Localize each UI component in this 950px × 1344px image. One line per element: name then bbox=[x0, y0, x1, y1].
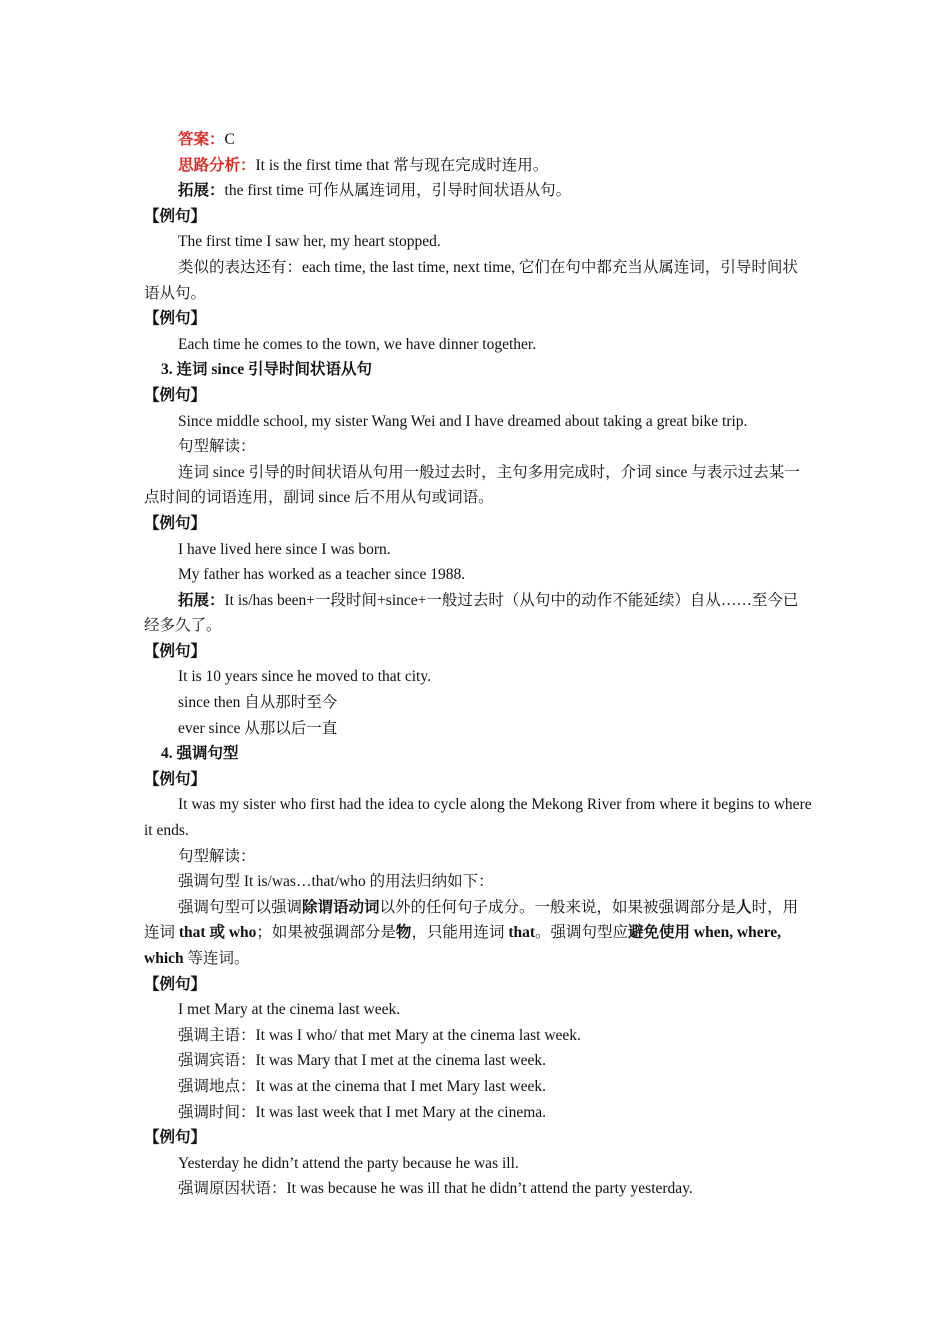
extension-text-1: the first time 可作从属连词用，引导时间状语从句。 bbox=[224, 182, 572, 200]
document-page bbox=[144, 127, 812, 1202]
example-sentence: It was my sister who first had the idea to cycle along the Mekong River from where it begins to where it ends. bbox=[144, 796, 812, 840]
emphasis-rules bbox=[144, 895, 812, 972]
example-sentence: The first time I saw her, my heart stopped. bbox=[178, 233, 441, 251]
example-sentence: Since middle school, my sister Wang Wei and I have dreamed about taking a great bike trip. bbox=[178, 412, 748, 430]
answer-value: C bbox=[224, 131, 235, 148]
rule-text: 。强调句型应 bbox=[535, 924, 629, 942]
extension-label-1: 拓展： bbox=[178, 182, 225, 200]
example-sentence: Each time he comes to the town, we have dinner together. bbox=[178, 335, 537, 353]
example-tag: 【例句】 bbox=[144, 975, 207, 993]
analysis-label: 思路分析： bbox=[178, 156, 256, 174]
example-tag: 【例句】 bbox=[144, 770, 207, 788]
answer-line bbox=[144, 127, 812, 153]
rule-bold: that bbox=[508, 924, 536, 942]
emphasis-object: 强调宾语：It was Mary that I met at the cinema last week. bbox=[178, 1052, 547, 1070]
emphasis-summary: 强调句型 It is/was…that/who 的用法归纳如下： bbox=[178, 873, 494, 891]
pattern-explanation-label: 句型解读： bbox=[178, 847, 256, 865]
emphasis-subject: 强调主语：It was I who/ that met Mary at the cinema last week. bbox=[178, 1026, 581, 1044]
answer-label: 答案： bbox=[178, 131, 225, 148]
example-tag: 【例句】 bbox=[144, 514, 207, 532]
rule-text: 以外的任何句子成分。一般来说，如果被强调部分是 bbox=[379, 898, 737, 916]
rule-text: 时，用连词 bbox=[144, 898, 799, 942]
example-sentence: I have lived here since I was born. bbox=[178, 540, 391, 558]
example-tag: 【例句】 bbox=[144, 207, 207, 225]
extension-line-1 bbox=[144, 178, 812, 204]
pattern-explanation: 连词 since 引导的时间状语从句用一般过去时，主句多用完成时，介词 since 与表示过去某一点时间的词语连用，副词 since 后不用从句或词语。 bbox=[144, 463, 800, 507]
example-sentence: My father has worked as a teacher since 1988. bbox=[178, 566, 466, 584]
emphasis-place: 强调地点：It was at the cinema that I met Mary last week. bbox=[178, 1077, 547, 1095]
extension-text-2: It is/has been+一段时间+since+一般过去时（从句中的动作不能延续）自从……至今已经多久了。 bbox=[144, 591, 799, 635]
example-sentence: Yesterday he didn’t attend the party because he was ill. bbox=[178, 1154, 519, 1172]
rule-text: ，只能用连词 bbox=[411, 924, 509, 942]
example-sentence: It is 10 years since he moved to that city. bbox=[178, 668, 431, 686]
section-heading-3: 3. 连词 since 引导时间状语从句 bbox=[161, 361, 372, 379]
section-heading-4: 4. 强调句型 bbox=[161, 745, 239, 763]
extension-label-2: 拓展： bbox=[178, 591, 225, 609]
example-sentence: I met Mary at the cinema last week. bbox=[178, 1001, 401, 1019]
similar-expressions: 类似的表达还有：each time, the last time, next time, 它们在句中都充当从属连词，引导时间状语从句。 bbox=[144, 258, 798, 302]
rule-bold: 人 bbox=[736, 898, 752, 916]
emphasis-time: 强调时间：It was last week that I met Mary at the cinema. bbox=[178, 1103, 547, 1121]
rule-text: ；如果被强调部分是 bbox=[256, 924, 396, 942]
analysis-line bbox=[144, 153, 812, 179]
example-tag: 【例句】 bbox=[144, 386, 207, 404]
analysis-text: It is the first time that 常与现在完成时连用。 bbox=[255, 156, 549, 174]
emphasis-reason: 强调原因状语：It was because he was ill that he didn’t attend the party yesterday. bbox=[178, 1180, 693, 1198]
extension-line-2 bbox=[144, 588, 812, 639]
rule-bold: that 或 who bbox=[178, 924, 257, 942]
example-tag: 【例句】 bbox=[144, 310, 207, 328]
phrase-since-then: since then 自从那时至今 bbox=[178, 694, 338, 712]
pattern-explanation-label: 句型解读： bbox=[178, 438, 256, 456]
example-tag: 【例句】 bbox=[144, 1129, 207, 1147]
rule-text: 等连词。 bbox=[183, 950, 250, 967]
example-tag: 【例句】 bbox=[144, 642, 207, 660]
rule-bold: 物 bbox=[395, 924, 412, 942]
rule-bold: 除谓语动词 bbox=[302, 898, 380, 916]
rule-text: 强调句型可以强调 bbox=[178, 898, 303, 916]
rule-bold: 避免使用 when, where, which bbox=[144, 924, 782, 967]
phrase-ever-since: ever since 从那以后一直 bbox=[178, 719, 338, 737]
